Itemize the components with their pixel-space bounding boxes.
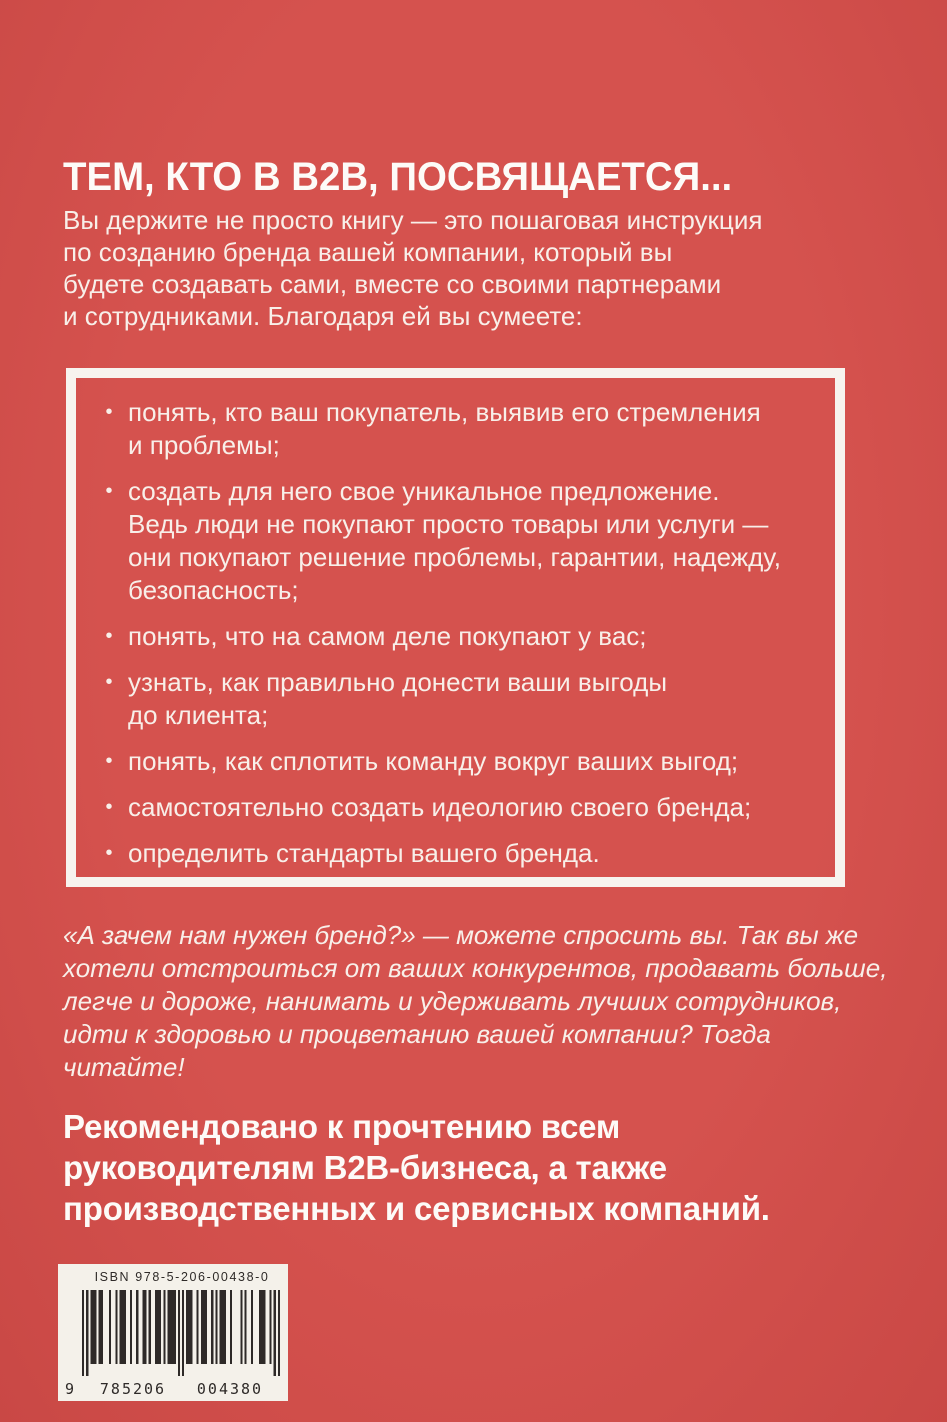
bullet-icon: •: [105, 796, 113, 818]
recommendation-line: производственных и сервисных компаний.: [63, 1190, 770, 1227]
bullet-icon: •: [105, 842, 113, 864]
list-item: [104, 475, 817, 607]
intro-line: по созданию бренда вашей компании, который вы: [63, 237, 673, 267]
benefits-list: [76, 378, 835, 870]
bullet-icon: •: [105, 750, 113, 772]
list-item-text: самостоятельно создать идеологию своего бренда;: [128, 792, 752, 822]
quote-line: идти к здоровью и процветанию вашей компании? Тогда: [63, 1019, 771, 1049]
barcode-digit-left: 9: [65, 1380, 75, 1398]
intro-line: и сотрудниками. Благодаря ей вы сумеете:: [63, 301, 583, 331]
list-item-text: определить стандарты вашего бренда.: [128, 838, 600, 868]
barcode-box: [58, 1264, 288, 1401]
bullet-icon: •: [105, 671, 113, 693]
barcode-digit-group1: 785206: [99, 1380, 167, 1398]
page-title: ТЕМ, КТО В В2В, ПОСВЯЩАЕТСЯ...: [63, 154, 733, 199]
recommendation-line: руководителям В2В-бизнеса, а также: [63, 1149, 667, 1186]
list-item-text: понять, кто ваш покупатель, выявив его стремления и проблемы;: [128, 397, 761, 460]
list-item: [104, 620, 817, 653]
isbn-label: ISBN 978-5-206-00438-0: [94, 1270, 270, 1284]
list-item-text: понять, что на самом деле покупают у вас;: [128, 621, 647, 651]
benefits-box: [66, 368, 845, 887]
intro-paragraph: [63, 204, 762, 332]
quote-line: читайте!: [63, 1052, 185, 1082]
bullet-icon: •: [105, 625, 113, 647]
barcode-bars: [82, 1290, 280, 1376]
list-item: [104, 791, 817, 824]
list-item: [104, 396, 817, 462]
bullet-icon: •: [105, 401, 113, 423]
list-item: [104, 745, 817, 778]
list-item-text: понять, как сплотить команду вокруг ваших выгод;: [128, 746, 739, 776]
intro-line: Вы держите не просто книгу — это пошаговая инструкция: [63, 205, 763, 235]
quote-line: хотели отстроиться от ваших конкурентов, продавать больше,: [63, 953, 888, 983]
barcode-digit-group2: 004380: [196, 1380, 264, 1398]
quote-line: легче и дороже, нанимать и удерживать лучших сотрудников,: [63, 986, 842, 1016]
recommendation-line: Рекомендовано к прочтению всем: [63, 1108, 621, 1145]
list-item-text: создать для него свое уникальное предложение. Ведь люди не покупают просто товары или услуги — они покупают решение проблемы, гарантии, надежду, безопасность;: [128, 476, 781, 605]
intro-line: будете создавать сами, вместе со своими партнерами: [63, 269, 722, 299]
barcode-digits: [58, 1380, 288, 1398]
bullet-icon: •: [105, 480, 113, 502]
list-item-text: узнать, как правильно донести ваши выгоды до клиента;: [128, 667, 668, 730]
recommendation-paragraph: [63, 1106, 770, 1229]
quote-line: «А зачем нам нужен бренд?» — можете спросить вы. Так вы же: [63, 920, 859, 950]
list-item: [104, 837, 817, 870]
list-item: [104, 666, 817, 732]
quote-paragraph: [63, 919, 887, 1084]
